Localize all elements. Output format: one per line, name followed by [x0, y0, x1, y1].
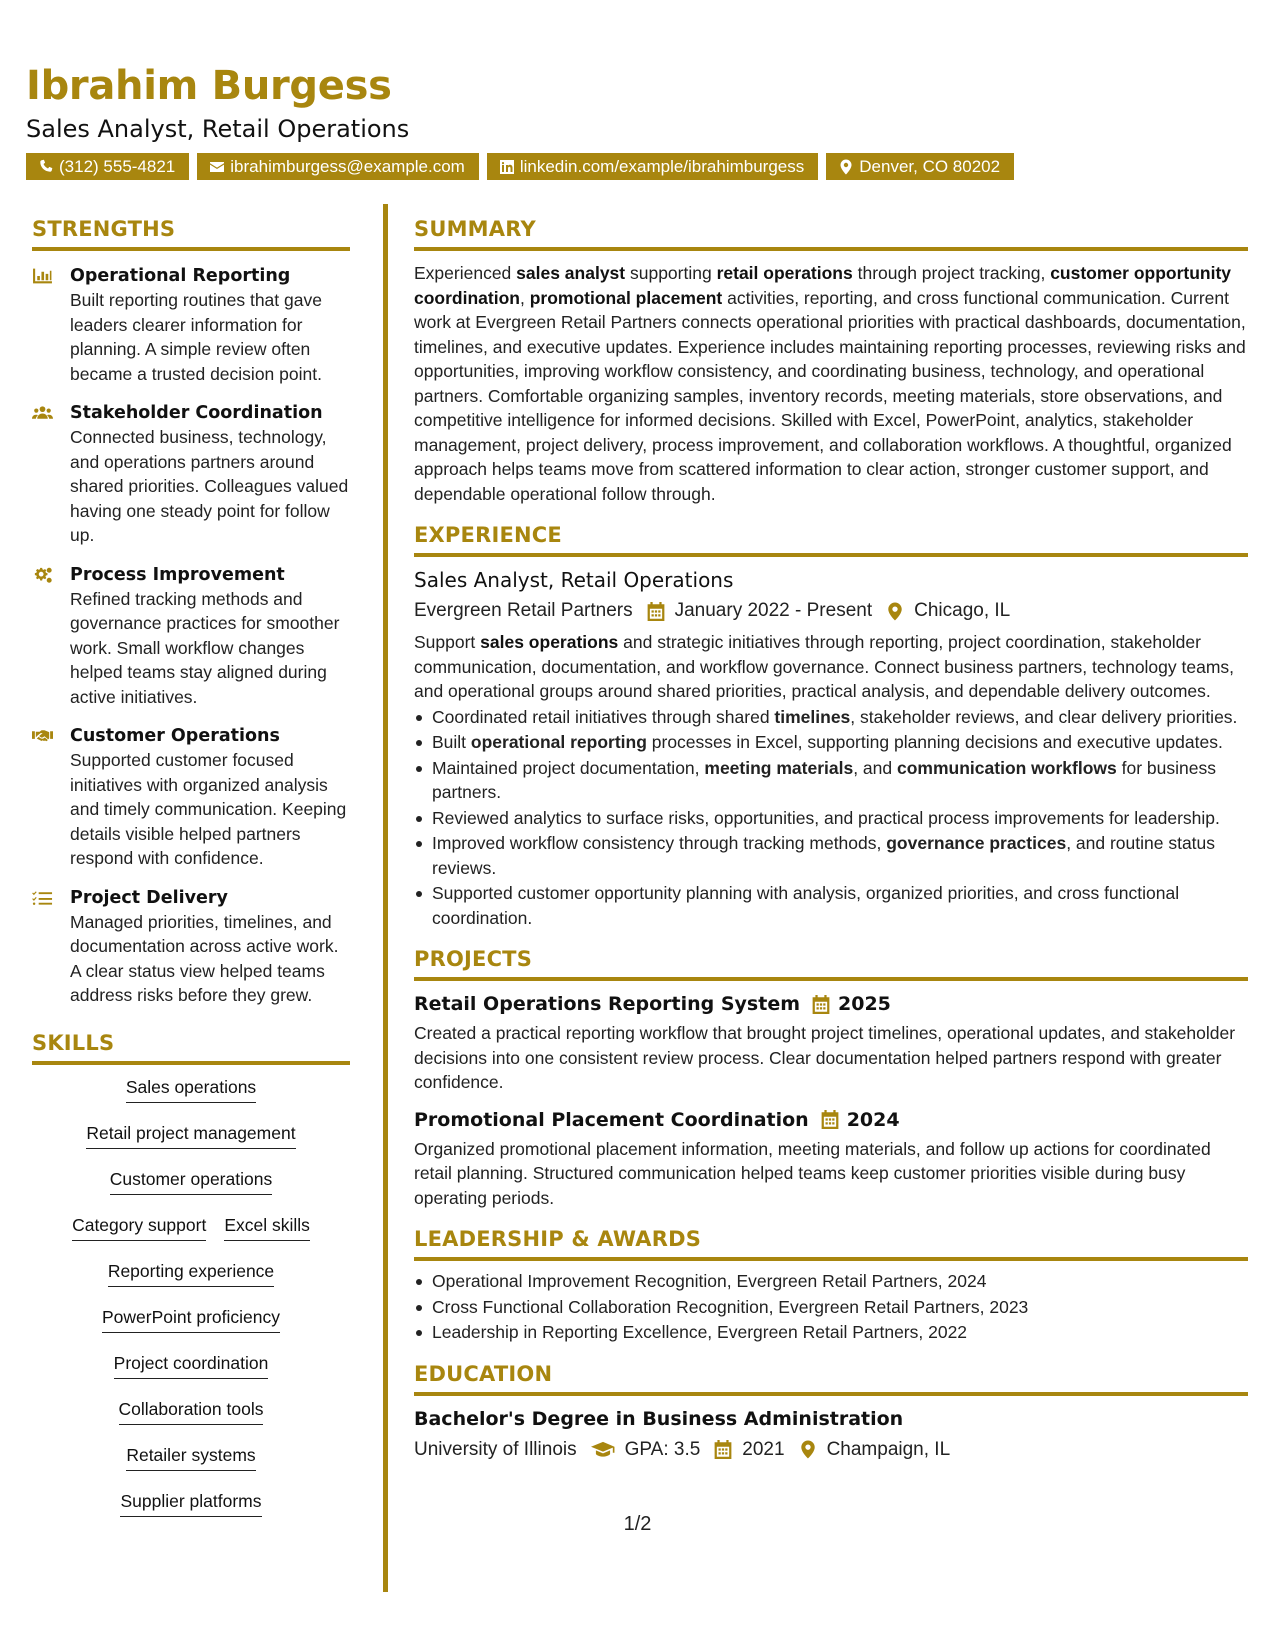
strength-item — [32, 886, 350, 1008]
list-item: Operational Improvement Recognition, Evergreen Retail Partners, 2024 — [414, 1269, 1248, 1294]
resume-header — [26, 62, 1246, 180]
awards-heading: LEADERSHIP & AWARDS — [414, 1226, 1248, 1261]
strength-item — [32, 563, 350, 710]
job-meta — [414, 597, 1248, 625]
education-location: Champaign, IL — [826, 1438, 951, 1460]
strength-item — [32, 724, 350, 871]
contact-location — [826, 153, 1014, 180]
strength-desc: Supported customer focused initiatives with organized analysis and timely communication. Keeping details visible helped partners respond with confidence. — [70, 750, 347, 868]
strength-title: Operational Reporting — [70, 266, 291, 286]
job-intro: Support sales operations and strategic initiatives through reporting, project coordination, stakeholder communication, documentation, and workflow governance. Connect business partners, technology teams, and operational groups around shared priorities, practical analysis, and dependable delivery outcomes. — [414, 632, 1235, 701]
linkedin-icon — [499, 159, 515, 175]
list-item: Maintained project documentation, meeting materials, and communication workflows for business partners. — [414, 756, 1248, 805]
summary-heading: SUMMARY — [414, 216, 1248, 251]
education-meta — [414, 1436, 1248, 1464]
handshake-icon — [32, 727, 53, 745]
right-column — [414, 216, 1248, 1464]
strength-title: Stakeholder Coordination — [70, 403, 323, 423]
project-title: Promotional Placement Coordination — [414, 1108, 809, 1131]
users-icon — [32, 404, 53, 422]
envelope-icon — [209, 159, 225, 175]
strengths-heading: STRENGTHS — [32, 216, 350, 251]
skill-tag: Category support — [72, 1213, 206, 1241]
candidate-name: Ibrahim Burgess — [26, 63, 392, 109]
education-year: 2021 — [742, 1438, 785, 1460]
list-item: Cross Functional Collaboration Recognition, Evergreen Retail Partners, 2023 — [414, 1295, 1248, 1320]
list-item: Leadership in Reporting Excellence, Evergreen Retail Partners, 2022 — [414, 1320, 1248, 1345]
strength-title: Customer Operations — [70, 726, 280, 746]
job-location: Chicago, IL — [914, 600, 1011, 621]
strength-desc: Refined tracking methods and governance practices for smoother work. Small workflow changes helped teams stay aligned during active initiatives. — [70, 588, 340, 707]
project-year: 2025 — [838, 993, 891, 1015]
list-item: Built operational reporting processes in Excel, supporting planning decisions and executive updates. — [414, 730, 1248, 755]
project-title: Retail Operations Reporting System — [414, 993, 801, 1015]
strength-item — [32, 264, 350, 386]
location-pin-icon — [886, 602, 904, 621]
strength-desc: Connected business, technology, and operations partners around shared priorities. Colleagues valued having one steady point for follow up. — [70, 427, 349, 545]
skill-tag: Excel skills — [224, 1213, 310, 1241]
strength-title: Process Improvement — [70, 564, 285, 585]
list-item: Reviewed analytics to surface risks, opportunities, and practical process improvements for leadership. — [414, 806, 1248, 831]
education-degree: Bachelor's Degree in Business Administration — [414, 1407, 904, 1430]
summary-text: Experienced sales analyst supporting retail operations through project tracking, customer opportunity coordination, promotional placement activities, reporting, and cross functional communication. Current work at Evergreen Retail Partners connects operational priorities with practical dashboards, documentation, timelines, and executive updates. Experience includes maintaining reporting processes, reviewing risks and opportunities, improving workflow consistency, and coordinating business, technology, and operational partners. Comfortable organizing samples, inventory records, meeting materials, store observations, and competitive intelligence for informed decisions. Skilled with Excel, PowerPoint, analytics, stakeholder management, project delivery, process improvement, and collaboration workflows. A thoughtful, organized approach helps teams move from scattered information to clear action, stronger customer support, and dependable operational follow through. — [414, 263, 1246, 504]
phone-icon — [38, 159, 54, 175]
job-bullets — [414, 705, 1248, 931]
skill-tag: PowerPoint proficiency — [102, 1305, 280, 1333]
contact-email-text: ibrahimburgess@example.com — [230, 157, 465, 176]
strength-desc: Managed priorities, timelines, and documentation across active work. A clear status view helped teams address risks before they grew. — [70, 911, 339, 1005]
calendar-icon — [647, 602, 665, 621]
candidate-title: Sales Analyst, Retail Operations — [26, 115, 410, 143]
experience-heading: EXPERIENCE — [414, 522, 1248, 557]
education-heading: EDUCATION — [414, 1361, 1248, 1396]
calendar-icon — [821, 1110, 839, 1129]
education-school: University of Illinois — [414, 1438, 577, 1460]
skill-tag: Retailer systems — [126, 1443, 255, 1471]
project-desc: Created a practical reporting workflow that brought project timelines, operational updates, and stakeholder decisions into one consistent review process. Clear documentation helped partners respond with greater confidence. — [414, 1023, 1236, 1092]
page-number: 1/2 — [623, 1513, 652, 1535]
list-item: Coordinated retail initiatives through shared timelines, stakeholder reviews, and clear delivery priorities. — [414, 705, 1248, 730]
job-title: Sales Analyst, Retail Operations — [414, 568, 734, 592]
contact-phone-text: (312) 555-4821 — [59, 157, 176, 176]
calendar-icon — [812, 995, 830, 1014]
awards-list — [414, 1269, 1248, 1345]
graduation-cap-icon — [591, 1440, 615, 1459]
project-year: 2024 — [846, 1108, 900, 1131]
strength-desc: Built reporting routines that gave leaders clearer information for planning. A simple review often became a trusted decision point. — [70, 290, 322, 384]
location-pin-icon — [799, 1440, 817, 1459]
skill-tag: Reporting experience — [108, 1259, 274, 1287]
education-gpa: GPA: 3.5 — [624, 1438, 701, 1460]
left-column — [32, 216, 350, 1535]
project-header — [414, 991, 1248, 1017]
strengths-list — [32, 264, 350, 1008]
skill-tag: Project coordination — [114, 1351, 269, 1379]
contact-location-text: Denver, CO 80202 — [859, 157, 1001, 176]
list-item: Improved workflow consistency through tracking methods, governance practices, and routine status reviews. — [414, 831, 1248, 880]
strength-title: Project Delivery — [70, 887, 228, 908]
project-desc: Organized promotional placement information, meeting materials, and follow up actions for coordinated retail planning. Structured communication helped teams keep customer priorities visible during busy operating periods. — [414, 1138, 1211, 1208]
skill-tag: Sales operations — [126, 1075, 256, 1103]
contact-email[interactable] — [197, 153, 479, 180]
skills-list — [32, 1075, 350, 1535]
project-header — [414, 1107, 1248, 1133]
contact-linkedin[interactable] — [487, 153, 818, 180]
bar-chart-icon — [32, 267, 53, 285]
skill-tag: Retail project management — [86, 1121, 295, 1149]
gears-icon — [32, 566, 53, 584]
skill-tag: Customer operations — [110, 1167, 272, 1195]
contact-phone[interactable] — [26, 153, 189, 180]
strength-item — [32, 401, 350, 548]
projects-heading: PROJECTS — [414, 946, 1248, 981]
location-pin-icon — [838, 159, 854, 175]
skill-tag: Supplier platforms — [120, 1489, 261, 1517]
job-company: Evergreen Retail Partners — [414, 600, 633, 621]
contact-bar — [26, 153, 1246, 180]
skill-tag: Collaboration tools — [119, 1397, 264, 1425]
job-dates: January 2022 - Present — [674, 600, 873, 621]
skills-heading: SKILLS — [32, 1030, 350, 1065]
contact-linkedin-text: linkedin.com/example/ibrahimburgess — [519, 157, 805, 176]
calendar-icon — [714, 1440, 732, 1459]
column-divider — [383, 204, 388, 1592]
list-item: Supported customer opportunity planning with analysis, organized priorities, and cross functional coordination. — [414, 881, 1248, 930]
task-list-icon — [32, 889, 53, 907]
